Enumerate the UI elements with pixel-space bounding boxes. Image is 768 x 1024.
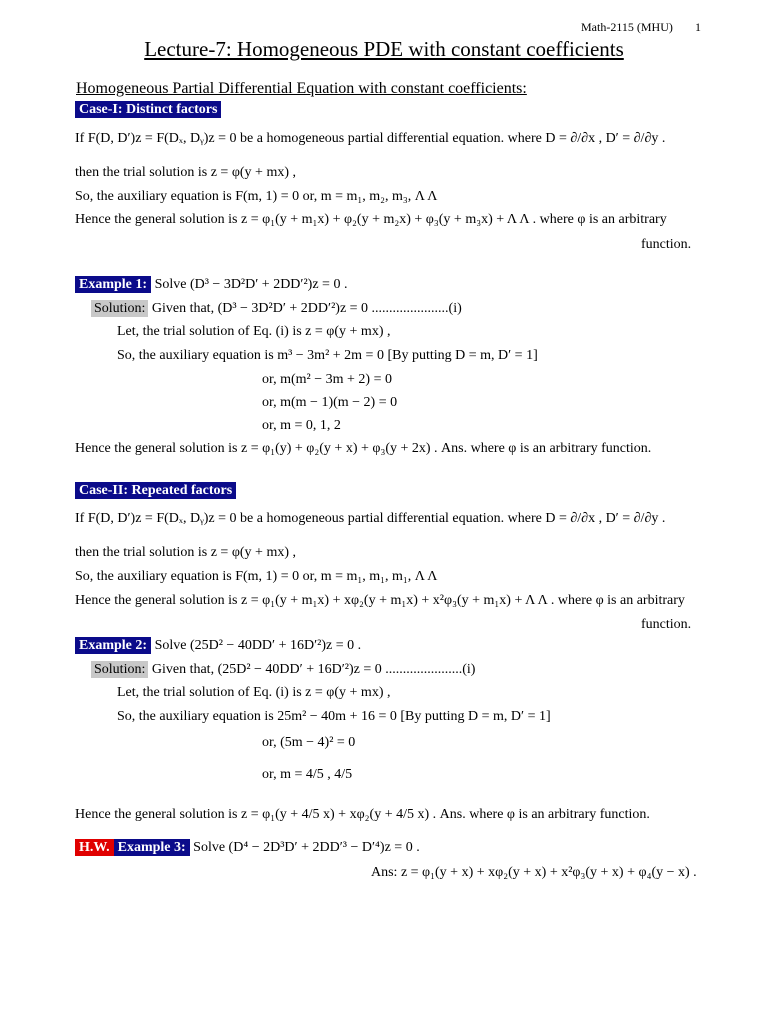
example-1-given-text: Given that, (D³ − 3D²D′ + 2DD′²)z = 0 ......................(i) xyxy=(148,301,462,316)
case-2-line-5: function. xyxy=(641,617,692,632)
example-2-step-1: or, (5m − 4)² = 0 xyxy=(262,735,356,750)
example-1-step-1: or, m(m² − 3m + 2) = 0 xyxy=(262,372,392,387)
hw-example-statement xyxy=(75,839,420,857)
example-2-given-text: Given that, (25D² − 40DD′ + 16D′²)z = 0 ......................(i) xyxy=(148,662,476,677)
case-2-line-2: then the trial solution is z = φ(y + mx) , xyxy=(75,545,297,560)
case-1-heading xyxy=(75,101,221,119)
example-2-given xyxy=(91,661,475,679)
course-code: Math-2115 (MHU) xyxy=(581,20,673,34)
example-2-statement xyxy=(75,637,361,655)
case-2-heading xyxy=(75,482,236,500)
section-heading: Homogeneous Partial Differential Equation with constant coefficients: xyxy=(76,80,527,97)
example-1-aux: So, the auxiliary equation is m³ − 3m² + 2m = 0 [By putting D = m, D′ = 1] xyxy=(117,348,538,363)
example-2-problem: Solve (25D² − 40DD′ + 16D′²)z = 0 . xyxy=(151,638,362,653)
case-1-line-5: function. xyxy=(641,237,692,252)
example-3-answer: Ans: z = φ₁(y + x) + xφ₂(y + x) + x²φ₃(y + x) + φ₄(y − x) . xyxy=(371,865,697,880)
case-1-tag: Case-I: Distinct factors xyxy=(75,101,221,118)
hw-tag: H.W. xyxy=(75,839,114,856)
case-2-line-3: So, the auxiliary equation is F(m, 1) = 0 or, m = m₁, m₁, m₁, Λ Λ xyxy=(75,569,438,584)
example-2-solution-tag: Solution: xyxy=(91,661,148,678)
example-2-general-solution: Hence the general solution is z = φ₁(y + 4/5 x) + xφ₂(y + 4/5 x) . Ans. where φ is an arbitrary function. xyxy=(75,807,650,822)
example-2-trial: Let, the trial solution of Eq. (i) is z = φ(y + mx) , xyxy=(117,685,391,700)
example-1-given xyxy=(91,300,462,318)
example-1-statement xyxy=(75,276,347,294)
example-3-tag: Example 3: xyxy=(114,839,190,856)
example-2-aux: So, the auxiliary equation is 25m² − 40m + 16 = 0 [By putting D = m, D′ = 1] xyxy=(117,709,551,724)
case-1-line-4: Hence the general solution is z = φ₁(y + m₁x) + φ₂(y + m₂x) + φ₃(y + m₃x) + Λ Λ . where φ is an arbitrary xyxy=(75,212,667,227)
example-1-step-3: or, m = 0, 1, 2 xyxy=(262,418,341,433)
example-1-general-solution: Hence the general solution is z = φ₁(y) + φ₂(y + x) + φ₃(y + 2x) . Ans. where φ is an arbitrary function. xyxy=(75,441,652,456)
example-1-step-2: or, m(m − 1)(m − 2) = 0 xyxy=(262,395,398,410)
case-2-line-1: If F(D, D′)z = F(Dₓ, Dᵧ)z = 0 be a homogeneous partial differential equation. where D = ∂/∂x , D′ = ∂/∂y . xyxy=(75,511,666,526)
example-1-solution-tag: Solution: xyxy=(91,300,148,317)
example-2-tag: Example 2: xyxy=(75,637,151,654)
case-1-line-2: then the trial solution is z = φ(y + mx) , xyxy=(75,165,297,180)
page-number: 1 xyxy=(695,20,701,34)
case-1-line-1: If F(D, D′)z = F(Dₓ, Dᵧ)z = 0 be a homogeneous partial differential equation. where D = ∂/∂x , D′ = ∂/∂y . xyxy=(75,131,666,146)
example-3-problem: Solve (D⁴ − 2D³D′ + 2DD′³ − D′⁴)z = 0 . xyxy=(189,840,420,855)
example-1-trial: Let, the trial solution of Eq. (i) is z = φ(y + mx) , xyxy=(117,324,391,339)
example-2-step-2: or, m = 4/5 , 4/5 xyxy=(262,767,353,782)
case-2-tag: Case-II: Repeated factors xyxy=(75,482,236,499)
example-1-problem: Solve (D³ − 3D²D′ + 2DD′²)z = 0 . xyxy=(151,277,348,292)
case-2-line-4: Hence the general solution is z = φ₁(y + m₁x) + xφ₂(y + m₁x) + x²φ₃(y + m₁x) + Λ Λ . where φ is an arbitrary xyxy=(75,593,685,608)
page-title: Lecture-7: Homogeneous PDE with constant coefficients xyxy=(144,37,624,61)
example-1-tag: Example 1: xyxy=(75,276,151,293)
case-1-line-3: So, the auxiliary equation is F(m, 1) = 0 or, m = m₁, m₂, m₃, Λ Λ xyxy=(75,189,438,204)
